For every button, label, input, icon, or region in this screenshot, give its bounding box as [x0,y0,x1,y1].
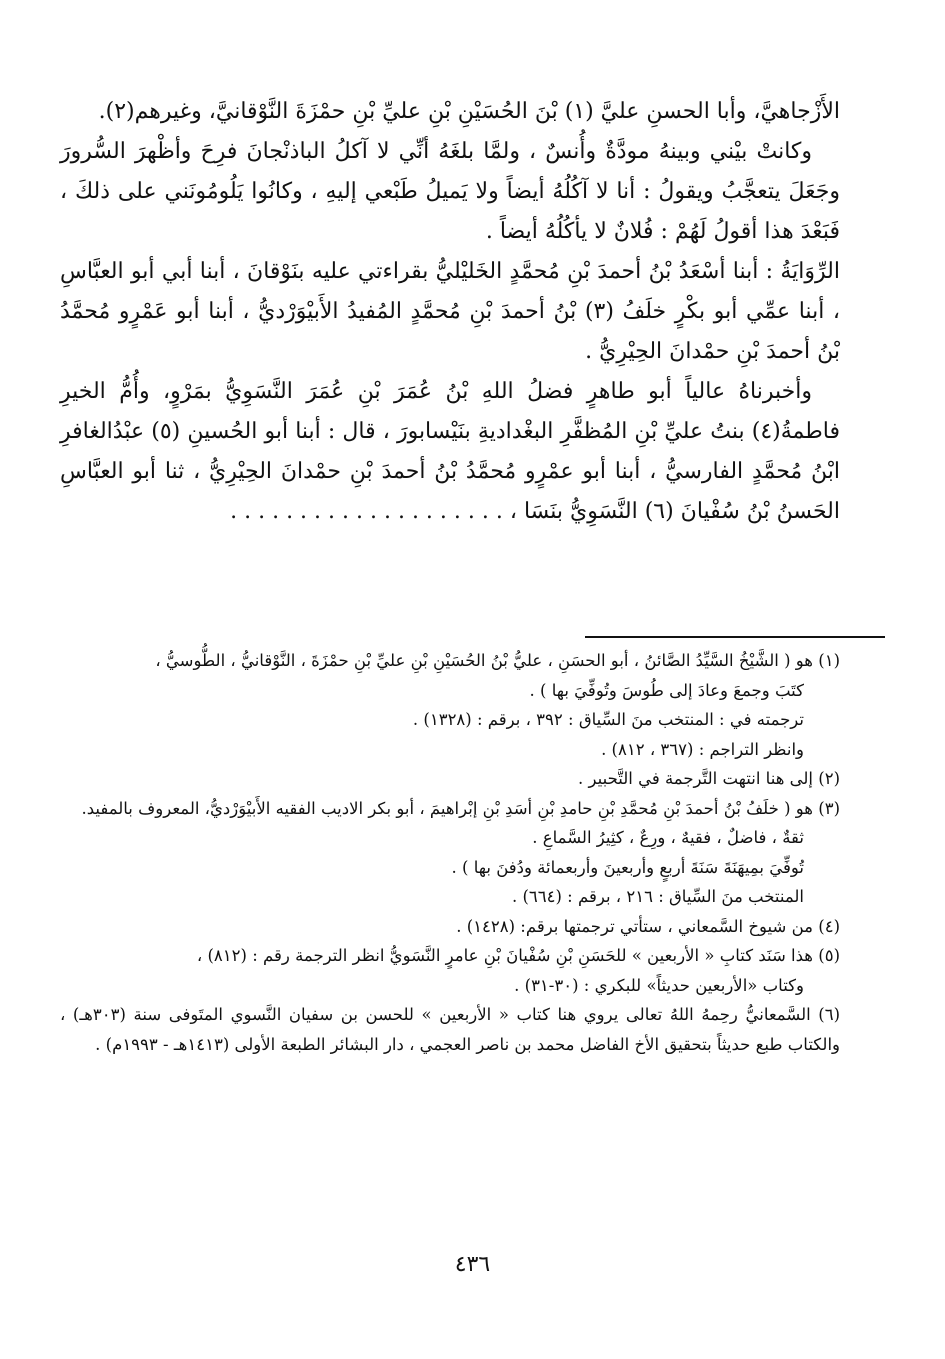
main-text [60,92,840,532]
footnote-4: (٤) من شيوخ السَّمعاني ، ستأتي ترجمتها برقم: (١٤٢٨) . [456,916,840,936]
footnote-2: (٢) إلى هنا انتهت التَّرجمة في التَّحبير . [578,769,840,788]
footnote-5-line: وكتاب «الأربعين حديثاً» للبكري : (٣٠-٣١) . [514,975,804,995]
page-number: ٤٣٦ [454,1252,491,1277]
footnote-5-line: (٥) هذا سَنَد كتابِ « الأربعين » للحَسَنِ بْنِ سُفْيانَ بْنِ عامرٍ النَّسَويُّ انظر الترجمة رقم : (٨١٢) ، [196,946,840,965]
footnote-3-line: تُوفِّيَ بمِيهَنَةَ سَنَةَ أربعٍ وأربعينَ وأربعمائة ودُفنَ بها ) . [451,857,804,877]
footnote-1-line: وانظر التراجم : (٣٦٧ ، ٨١٢) . [601,739,804,759]
footnote-separator [585,636,885,638]
paragraph-akhbarana: وأخبرناهُ عالياً أبو طاهرٍ فضلُ اللهِ بْنُ عُمَرَ بْنِ عُمَرَ النَّسَوِيُّ بمَرْوٍ، وأُمُّ الخيرِ فاطمةُ(٤) بنتُ عليِّ بْنِ المُظفَّرِ البغْداديةِ بنَيْسابورَ ، قال : أبنا أبو الحُسينِ (٥) عبْدُالغافرِ ابْنُ مُحمَّدٍ الفارسيُّ ، أبنا أبو عمْرٍو مُحمَّدُ بْنُ أحمدَ بْنِ حمْدانَ الحِيْرِيُّ ، ثنا أبو العبَّاسِ الحَسنُ بْنُ سُفْيانَ (٦) النَّسَوِيُّ بنَسَا ، . . . . . . . . . . . . . . . . . . . . [60,379,840,524]
footnote-1-line: (١) هو ( الشَّيْخُ السَّيِّدُ الصَّائنُ ، أبو الحسَنِ ، عليُّ بْنُ الحُسَيْنِ بْنِ عليِّ بْنِ حمْزَةَ ، النَّوْقانيُّ ، الطُّوسيُّ ، [155,651,840,670]
footnote-3-line: المنتخب منَ السِّياق : ٢١٦ ، برقم : (٦٦٤) . [511,887,804,906]
paragraph-opening: الأَزْجاهيَّ، وأبا الحسنِ عليَّ (١) بْنَ الحُسَيْنِ بْنِ عليِّ بْنِ حمْزَةَ النَّوْقانيَّ، وغيرهم(٢). [98,99,840,124]
footnote-1-line: كتَبَ وجمعَ وعادَ إلى طُوسَ وتُوفِّيَ بها ) . [529,680,804,700]
footnote-3-line: ثقةٌ ، فاضلٌ ، فقيهٌ ، ورِعٌ ، كثِيرُ السَّماعِ . [532,828,804,847]
footnote-3-line: (٣) هو ( خلَفُ بْنُ أحمدَ بْنِ مُحمَّدِ بْنِ حامدِ بْنِ أسَدِ بْنِ إبْراهيمَ ، أبو بكر الاديب الفقيه الأَبيْوَرْديُّ، المعروف بالمفيد. [81,798,840,818]
footnotes [60,646,840,1059]
paragraph-anecdote: وكانتْ بيْني وبينهُ مودَّةٌ وأُنسٌ ، ولمَّا بلغَهُ أنِّي لا آكلُ الباذنْجانَ فرِحَ وأظْهرَ السُّرورَ وجَعَلَ يتعجَّبُ ويقولُ : أنا لا آكُلُهُ أيضاً ولا يَميلُ طَبْعي إليهِ ، وكانُوا يَلُومُونَني على ذلكَ ، فَبَعْدَ هذا أقولُ لَهُمْ : فُلانٌ لا يأكُلُهُ أيضاً . [60,139,840,244]
paragraph-riwaya: الرِّوَايَةُ : أبنا أسْعَدُ بْنُ أحمدَ بْنِ مُحمَّدٍ الخَليْليُّ بقراءتي عليه بنَوْقانَ ، أبنا أبي أبو العبَّاسِ ، أبنا عمِّي أبو بكْرٍ خلَفُ (٣) بْنُ أحمدَ بْنِ مُحمَّدٍ المُفيدُ الأَبيْوَرْديُّ ، أبنا أبو عَمْرٍو مُحمَّدُ بْنُ أحمدَ بْنِ حمْدانَ الحِيْرِيُّ . [60,259,840,364]
footnote-6: (٦) السَّمعانيُّ رحِمهُ اللهُ تعالى يروي هنا كتاب « الأربعين » للحسن بن سفيان النَّسوي المتَوفى سنة (٣٠٣هـ) ، والكتاب طبع حديثاً بتحقيق الأخ الفاضل محمد بن ناصر العجمي ، دار البشائر الطبعة الأولى (١٤١٣هـ - ١٩٩٣م) . [60,1005,841,1054]
footnote-1-line: ترجمته في : المنتخب منَ السِّياق : ٣٩٢ ، برقم : (١٣٢٨) . [412,710,804,729]
